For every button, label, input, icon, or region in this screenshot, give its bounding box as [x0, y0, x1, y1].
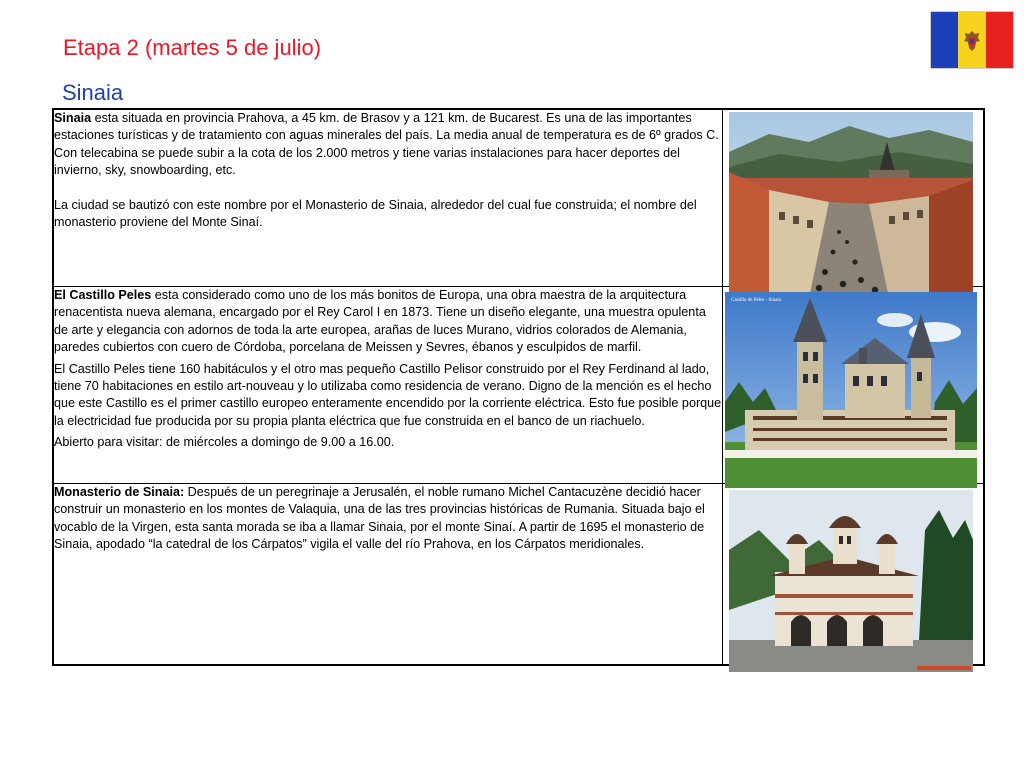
image-cell [723, 287, 985, 484]
paragraph [54, 361, 722, 431]
paragraph [54, 484, 722, 554]
paragraph [54, 110, 722, 180]
body-text: esta considerado como uno de los más bonitos de Europa, una obra maestra de la arquitectura renacentista nueva alemana, encargado por el Rey Carol I en 1873. Tiene un diseño elegante, una muestra opulenta de arte y elegancia con adornos de toda la arte europea, arañas de luces Murano, vidrios colorados de Alemania, paredes cubiertos con cuero de Córdoba, porcelana de Meissen y Sevres, ébanos y esculpidos de marfil. [54, 288, 706, 355]
sinaia-monastery-photo [729, 490, 973, 672]
paragraph [54, 434, 722, 451]
body-text: Abierto para visitar: de miércoles a domingo de 9.00 a 16.00. [54, 435, 395, 450]
moldova-flag-icon [931, 12, 1013, 68]
page-title: Etapa 2 (martes 5 de julio) [63, 35, 322, 60]
lead-text: Sinaia [54, 111, 92, 125]
peles-castle-photo [725, 292, 977, 488]
lead-text: El Castillo Peles [54, 288, 152, 302]
body-text: La ciudad se bautizó con este nombre por el Monasterio de Sinaia, alrededor del cual fue construida; el nombre del monasterio proviene del Monte Sinaí. [54, 197, 697, 230]
info-table [52, 108, 985, 666]
page-subtitle: Sinaia [62, 80, 124, 105]
town-street-photo [729, 112, 973, 298]
body-text: Después de un peregrinaje a Jerusalén, el noble rumano Michel Cantacuzène decidió hacer construir un monasterio en los montes de Valaquia, una de las tres provincias históricas de Rumania. Situada bajo el vocablo de la Virgen, esta santa morada se iba a llamar Sinaia, por el monte Sinaí. A partir de 1695 el monasterio de Sinaia, apodado “la catedral de los Cárpatos” vigila el valle del río Prahova, en los Cárpatos meridionales. [54, 485, 705, 552]
body-text: El Castillo Peles tiene 160 habitáculos y el otro mas pequeño Castillo Pelisor construido por el Rey Ferdinand al lado, tiene 70 habitaciones en estilo art-nouveau y lo utilizaba como residencia de verano. Digno de la mención es el hecho que este Castillo es el primer castillo europeo enteramente encendido por la corriente eléctrica. Esto fue posible porque la electricidad fue producida por su propia planta eléctrica que fue construida en el banco de un riachuelo. [54, 361, 722, 428]
table-row [53, 109, 984, 287]
coat-of-arms-icon [963, 30, 981, 52]
text-cell [53, 109, 723, 287]
table-row [53, 484, 984, 666]
paragraph [54, 287, 722, 357]
image-cell [723, 484, 985, 666]
lead-text: Monasterio de Sinaia: [54, 485, 185, 499]
paragraph [54, 197, 722, 232]
text-cell [53, 484, 723, 666]
table-row [53, 287, 984, 484]
text-cell [53, 287, 723, 484]
photo-caption: Castillo de Peles - Sinaia [731, 298, 781, 303]
image-cell [723, 109, 985, 287]
body-text: esta situada en provincia Prahova, a 45 km. de Brasov y a 121 km. de Bucarest. Es una de las importantes estaciones turísticas y de tratamiento con aguas minerales del país. La media anual de temperatura es de 6º grados C. Con telecabina se puede subir a la cota de los 2.000 metros y tiene varias instalaciones para hacer deportes del invierno, sky, snowboarding, etc. [54, 111, 719, 178]
